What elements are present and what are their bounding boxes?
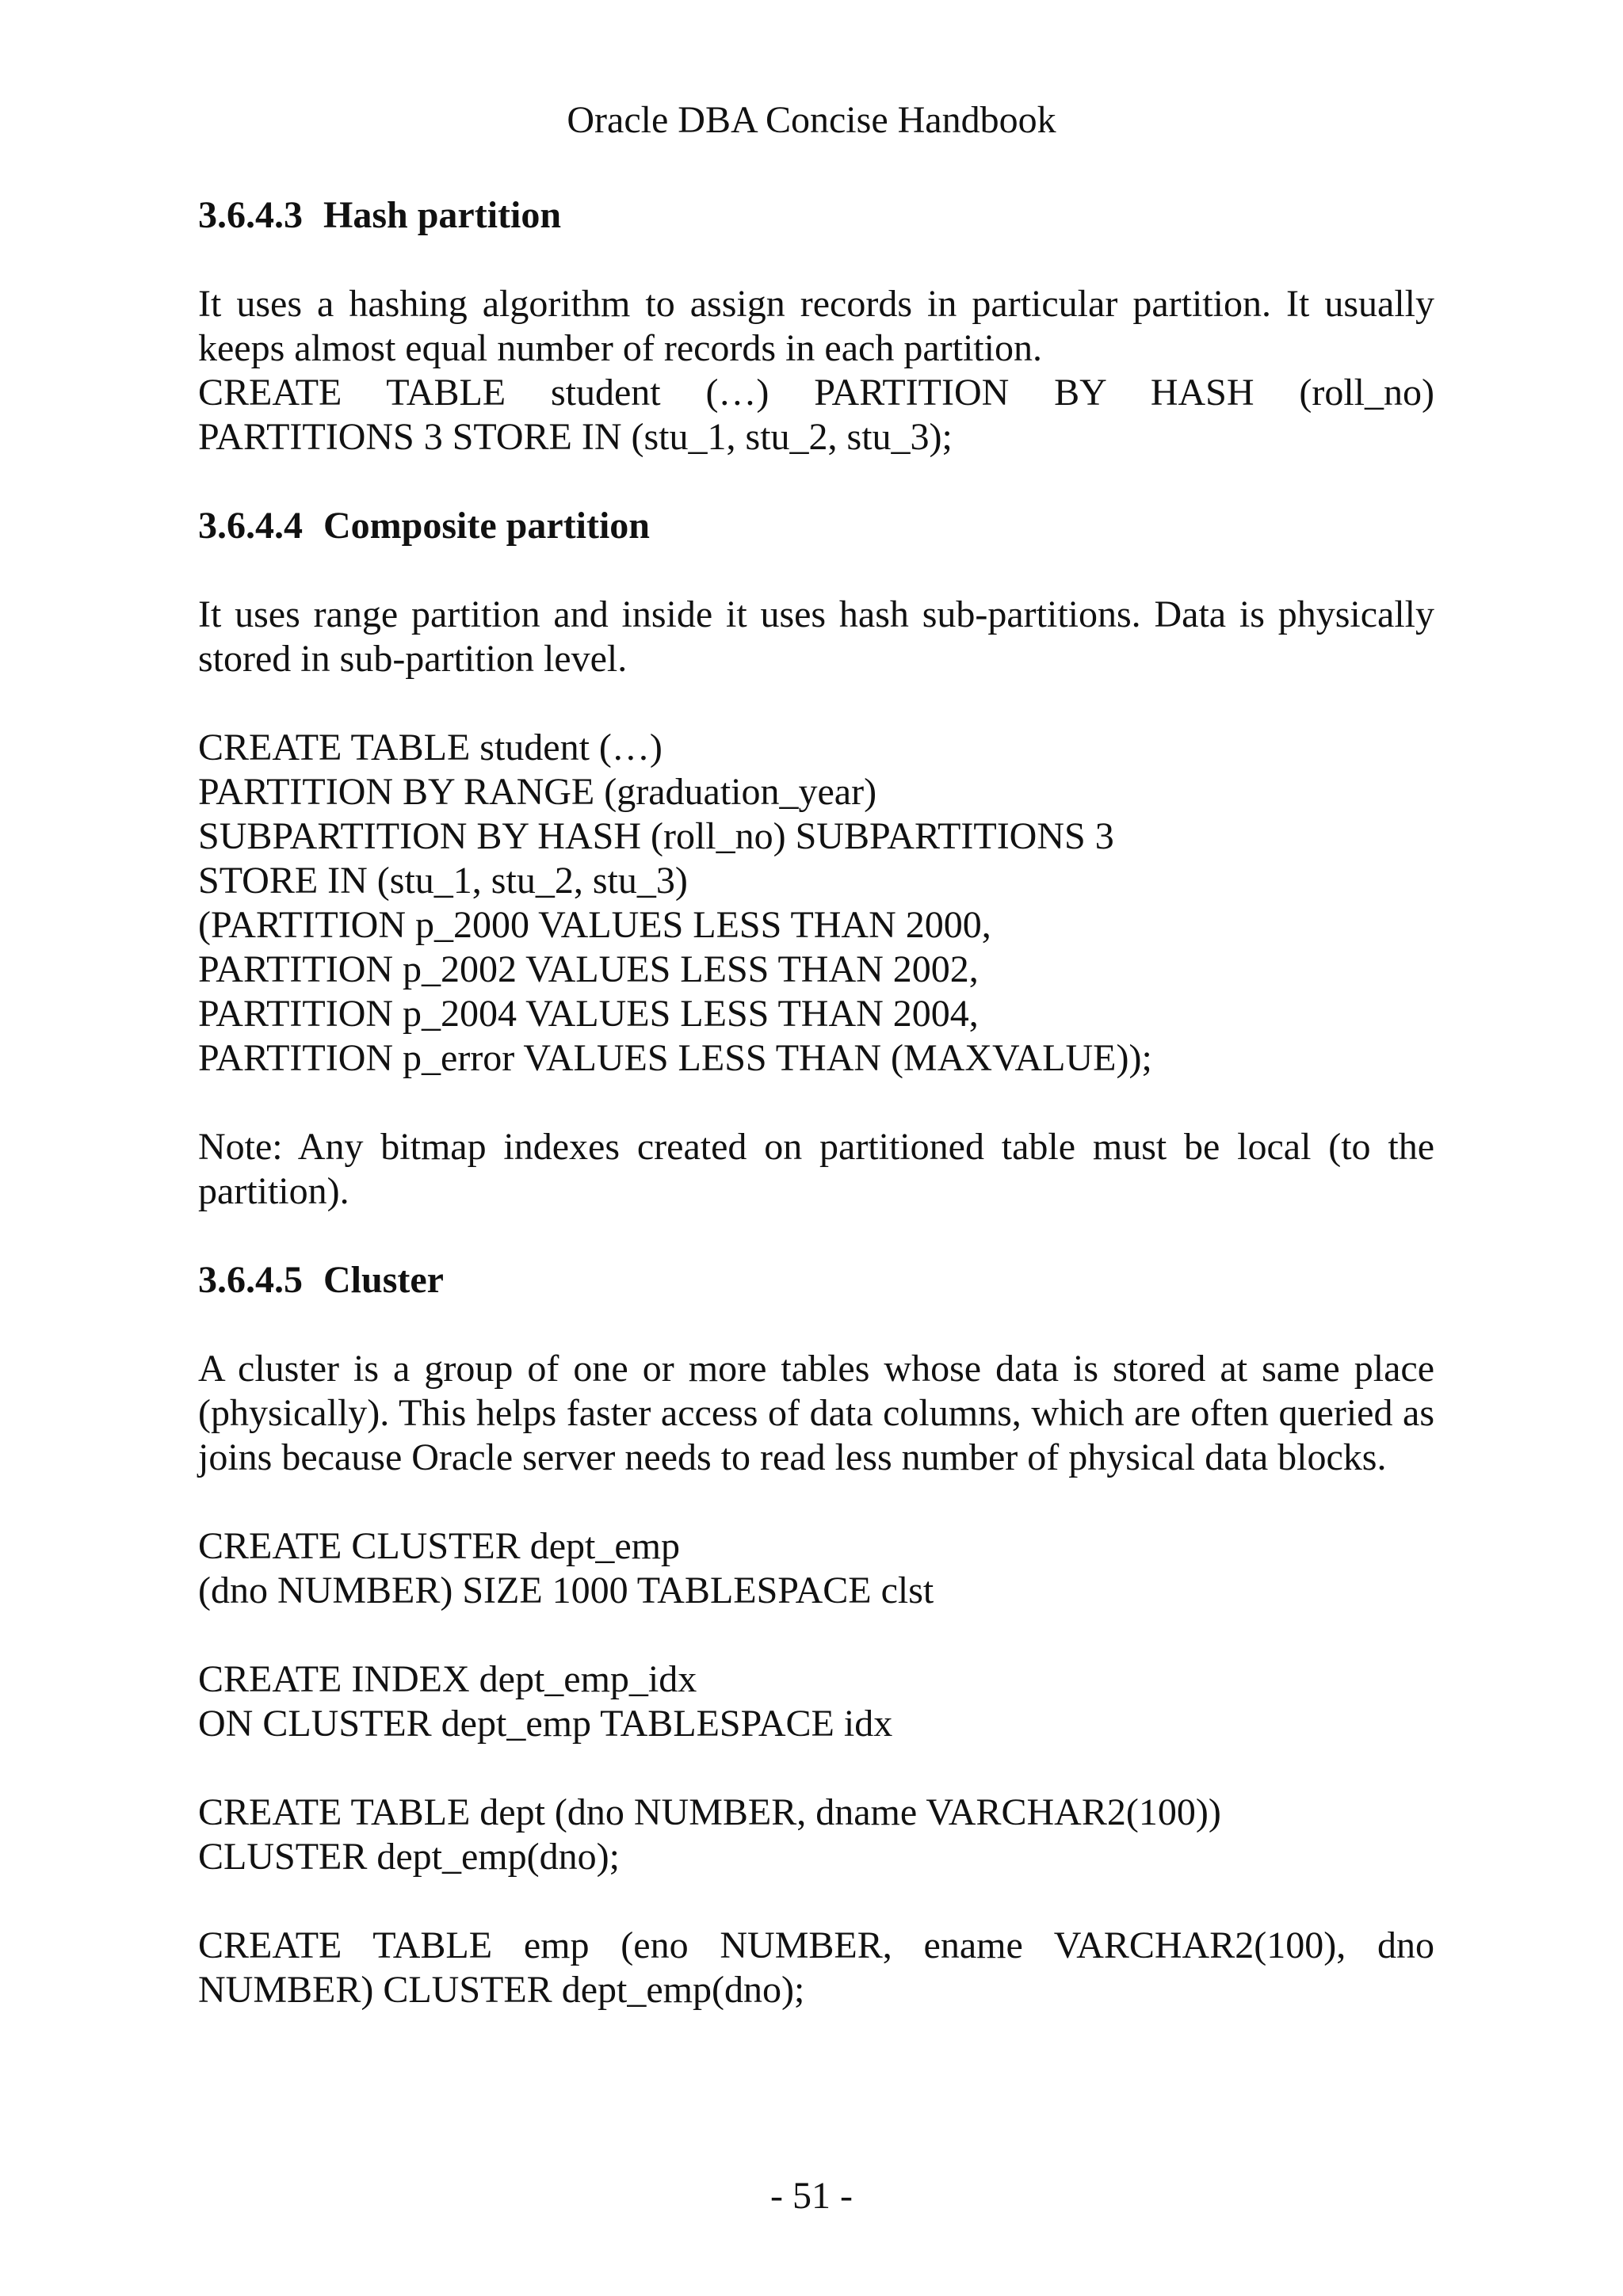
code-line: ON CLUSTER dept_emp TABLESPACE idx	[198, 1703, 893, 1745]
section-title: Composite partition	[323, 505, 650, 547]
code-line: (dno NUMBER) SIZE 1000 TABLESPACE clst	[198, 1569, 934, 1611]
section-heading-hash	[198, 193, 1434, 238]
code-line: SUBPARTITION BY HASH (roll_no) SUBPARTITIONS 3	[198, 815, 1114, 857]
create-cluster-code	[198, 1524, 1434, 1613]
page-number: - 51 -	[770, 2175, 853, 2217]
page-content	[198, 193, 1434, 2012]
section-title: Hash partition	[323, 194, 562, 236]
composite-code-block	[198, 726, 1434, 1081]
code-line: CREATE TABLE student (…)	[198, 727, 663, 769]
code-line: CLUSTER dept_emp(dno);	[198, 1836, 620, 1878]
section-number: 3.6.4.5	[198, 1259, 303, 1301]
section-title: Cluster	[323, 1259, 444, 1301]
running-header: Oracle DBA Concise Handbook	[567, 99, 1056, 141]
code-line: CREATE INDEX dept_emp_idx	[198, 1658, 697, 1700]
code-line: PARTITION BY RANGE (graduation_year)	[198, 771, 877, 813]
composite-description: It uses range partition and inside it uses hash sub-partitions. Data is physically stored in sub-partition level.	[198, 593, 1434, 680]
cluster-description: A cluster is a group of one or more tables whose data is stored at same place (physically). This helps faster access of data columns, which are often queried as joins because Oracle server needs to read less number of physical data blocks.	[198, 1348, 1434, 1478]
hash-description: It uses a hashing algorithm to assign records in particular partition. It usually keeps almost equal number of records in each partition.	[198, 283, 1434, 369]
create-dept-code	[198, 1791, 1434, 1879]
create-index-code	[198, 1657, 1434, 1746]
code-line: CREATE CLUSTER dept_emp	[198, 1525, 680, 1567]
code-line: PARTITION p_2002 VALUES LESS THAN 2002,	[198, 948, 979, 990]
create-emp-code: CREATE TABLE emp (eno NUMBER, ename VARCHAR2(100), dno NUMBER) CLUSTER dept_emp(dno);	[198, 1924, 1434, 2011]
hash-block	[198, 282, 1434, 460]
section-number: 3.6.4.3	[198, 194, 303, 236]
section-heading-cluster	[198, 1258, 1434, 1302]
section-number: 3.6.4.4	[198, 505, 303, 547]
composite-note: Note: Any bitmap indexes created on partitioned table must be local (to the partition).	[198, 1126, 1434, 1212]
hash-code-line: CREATE TABLE student (…) PARTITION BY HASH (roll_no)	[198, 372, 1434, 414]
code-line: PARTITION p_2004 VALUES LESS THAN 2004,	[198, 993, 979, 1035]
hash-code-line: PARTITIONS 3 STORE IN (stu_1, stu_2, stu_3);	[198, 416, 953, 458]
code-line: (PARTITION p_2000 VALUES LESS THAN 2000,	[198, 904, 991, 946]
code-line: STORE IN (stu_1, stu_2, stu_3)	[198, 860, 688, 902]
code-line: CREATE TABLE dept (dno NUMBER, dname VARCHAR2(100))	[198, 1791, 1221, 1833]
section-heading-composite	[198, 504, 1434, 548]
code-line: PARTITION p_error VALUES LESS THAN (MAXVALUE));	[198, 1037, 1152, 1079]
